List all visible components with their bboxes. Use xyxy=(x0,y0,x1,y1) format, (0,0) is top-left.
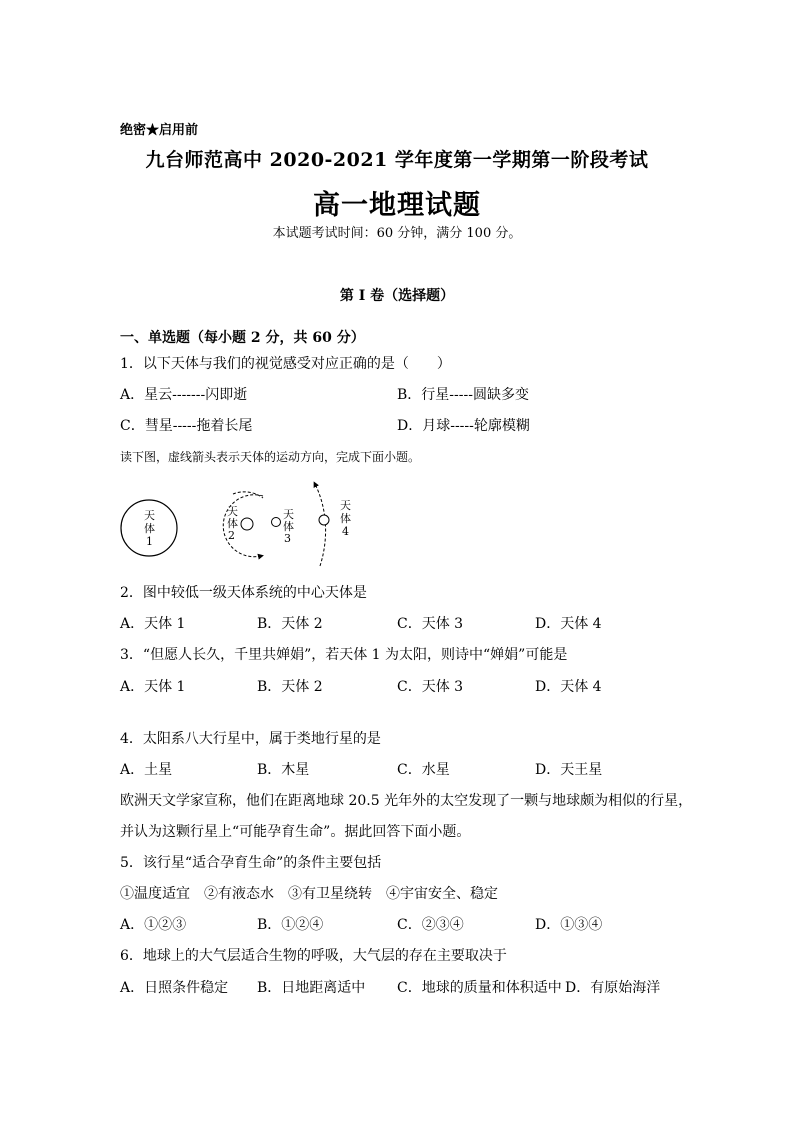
question-1-option-c: C．彗星-----拖着长尾 xyxy=(120,418,253,434)
body-2-circle xyxy=(241,518,253,530)
question-6-stem: 6．地球上的大气层适合生物的呼吸，大气层的存在主要取决于 xyxy=(120,948,507,964)
question-5-option-a: A．①②③ xyxy=(120,917,187,933)
body-4-label-3: 4 xyxy=(342,525,349,538)
celestial-bodies-diagram xyxy=(115,478,375,578)
body-3-label-1: 天 xyxy=(283,508,294,521)
question-4-option-c: C．水星 xyxy=(397,762,450,778)
question-4-option-a: A．土星 xyxy=(120,762,173,778)
question-2-option-d: D．天体 4 xyxy=(535,616,602,632)
question-3-option-d: D．天体 4 xyxy=(535,679,602,695)
subject-title: 高一地理试题 xyxy=(313,190,481,221)
question-2-option-a: A．天体 1 xyxy=(120,616,186,632)
question-6-option-c: C．地球的质量和体积适中 xyxy=(397,980,562,996)
question-3-option-b: B．天体 2 xyxy=(257,679,323,695)
body-4-label-1: 天 xyxy=(340,499,351,512)
passage-line-1: 欧洲天文学家宣称，他们在距离地球 20.5 光年外的太空发现了一颗与地球颇为相似的行星， xyxy=(120,793,693,809)
question-5-option-d: D．①③④ xyxy=(535,917,603,933)
question-5-statements: ①温度适宜 ②有液态水 ③有卫星绕转 ④宇宙安全、稳定 xyxy=(120,886,498,902)
body-2-label-1: 天 xyxy=(227,505,238,518)
body-2-label-2: 体 xyxy=(227,517,238,530)
body-4-circle xyxy=(319,515,329,525)
body-2-label-3: 2 xyxy=(228,529,235,542)
question-4-stem: 4．太阳系八大行星中，属于类地行星的是 xyxy=(120,731,381,747)
question-3-option-a: A．天体 1 xyxy=(120,679,186,695)
question-1-stem: 1．以下天体与我们的视觉感受对应正确的是（ ） xyxy=(120,356,451,372)
question-6-option-d: D．有原始海洋 xyxy=(565,980,661,996)
question-6-option-a: A．日照条件稳定 xyxy=(120,980,229,996)
secret-mark: 绝密★启用前 xyxy=(120,123,199,138)
question-4-option-d: D．天王星 xyxy=(535,762,603,778)
passage-line-2: 并认为这颗行星上“可能孕育生命”。据此回答下面小题。 xyxy=(120,824,471,840)
question-4-option-b: B．木星 xyxy=(257,762,310,778)
question-1-option-b: B．行星-----圆缺多变 xyxy=(397,387,529,403)
body-1-label-1: 天 xyxy=(144,509,155,522)
body-1-label-2: 体 xyxy=(144,522,155,535)
body-3-label-3: 3 xyxy=(284,532,291,545)
question-6-option-b: B．日地距离适中 xyxy=(257,980,366,996)
question-5-option-c: C．②③④ xyxy=(397,917,464,933)
question-3-option-c: C．天体 3 xyxy=(397,679,464,695)
question-1-option-d: D．月球-----轮廓模糊 xyxy=(397,418,530,434)
question-2-option-b: B．天体 2 xyxy=(257,616,323,632)
question-5-option-b: B．①②④ xyxy=(257,917,324,933)
section-title: 一、单选题（每小题 2 分，共 60 分） xyxy=(120,330,365,346)
question-5-stem: 5．该行星“适合孕育生命”的条件主要包括 xyxy=(120,855,382,871)
body-4-label-2: 体 xyxy=(340,512,351,525)
question-2-option-c: C．天体 3 xyxy=(397,616,464,632)
body-3-circle xyxy=(272,518,281,527)
question-1-option-a: A．星云-------闪即逝 xyxy=(120,387,248,403)
question-2-stem: 2．图中较低一级天体系统的中心天体是 xyxy=(120,585,367,601)
question-3-stem: 3．“但愿人长久，千里共婵娟”，若天体 1 为太阳，则诗中“婵娟”可能是 xyxy=(120,647,568,663)
figure-instruction: 读下图，虚线箭头表示天体的运动方向，完成下面小题。 xyxy=(120,450,421,464)
school-exam-title: 九台师范高中 2020-2021 学年度第一学期第一阶段考试 xyxy=(145,149,649,171)
volume-title: 第 I 卷（选择题） xyxy=(339,288,455,304)
time-info: 本试题考试时间：60 分钟，满分 100 分。 xyxy=(272,226,522,241)
body-1-label-3: 1 xyxy=(146,535,153,548)
body-3-label-2: 体 xyxy=(283,520,294,533)
